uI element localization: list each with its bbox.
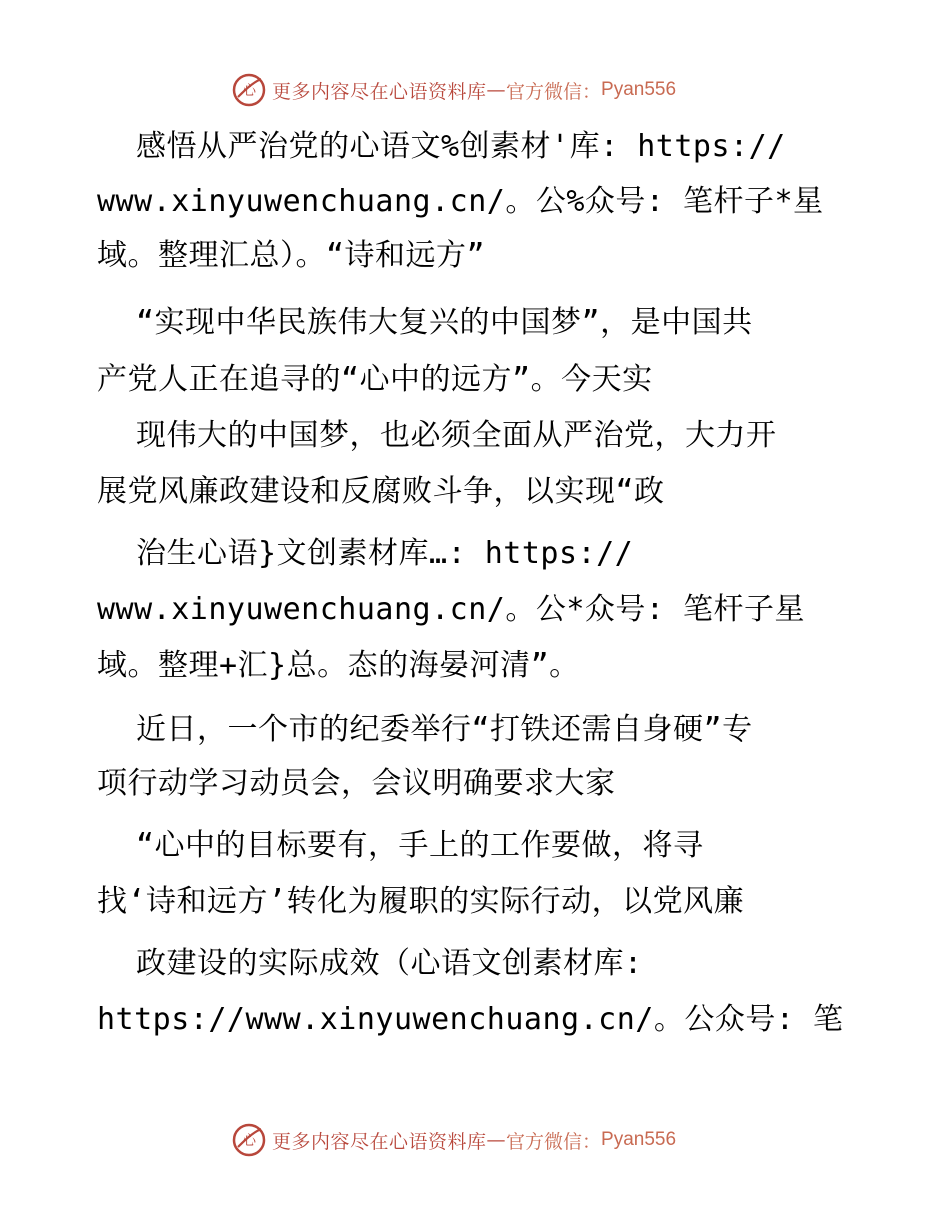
wechat-label: 官方微信： — [506, 1130, 602, 1153]
svg-text:心: 心 — [242, 83, 256, 99]
watermark-text: 更多内容尽在心语资料库 — [272, 1130, 487, 1153]
text-line: www.xinyuwenchuang.cn/。公*众号: 笔杆子星 — [97, 592, 806, 627]
text-line: 近日，一个市的纪委举行“打铁还需自身硬”专 — [136, 712, 753, 747]
text-line: 现伟大的中国梦，也必须全面从严治党，大力开 — [136, 418, 777, 453]
red-seal-logo-icon — [232, 73, 266, 107]
header-watermark — [232, 70, 676, 110]
watermark-text: 更多内容尽在心语资料库 — [272, 80, 487, 103]
text-line: 域。整理+汇}总。态的海晏河清”。 — [97, 648, 580, 683]
text-line: “实现中华民族伟大复兴的中国梦”，是中国共 — [136, 305, 753, 340]
svg-text:心: 心 — [242, 1133, 256, 1149]
wechat-label: 官方微信： — [506, 80, 602, 103]
watermark-separator: — — [486, 79, 507, 101]
text-line: https://www.xinyuwenchuang.cn/。公众号: 笔 — [97, 1002, 844, 1037]
text-line: 政建设的实际成效（心语文创素材库: — [136, 946, 643, 981]
red-seal-logo-icon — [232, 1123, 266, 1157]
text-line: 项行动学习动员会，会议明确要求大家 — [97, 766, 616, 801]
text-line: 感悟从严治党的心语文%创素材'库: https:// — [136, 129, 786, 164]
text-line: 产党人正在追寻的“心中的远方”。今天实 — [97, 362, 653, 397]
watermark-separator: — — [486, 1129, 507, 1151]
text-line: www.xinyuwenchuang.cn/。公%众号: 笔杆子*星 — [97, 184, 824, 219]
text-line: “心中的目标要有，手上的工作要做，将寻 — [136, 828, 704, 863]
text-line: 展党风廉政建设和反腐败斗争，以实现“政 — [97, 474, 665, 509]
footer-watermark — [232, 1120, 676, 1160]
wechat-id: Pyan556 — [601, 1129, 677, 1150]
text-line: 找‘诗和远方’转化为履职的实际行动，以党风廉 — [97, 884, 745, 919]
text-line: 域。整理汇总）。“诗和远方” — [97, 238, 486, 273]
text-line: 治生心语}文创素材库…: https:// — [136, 536, 634, 571]
wechat-id: Pyan556 — [601, 79, 677, 100]
